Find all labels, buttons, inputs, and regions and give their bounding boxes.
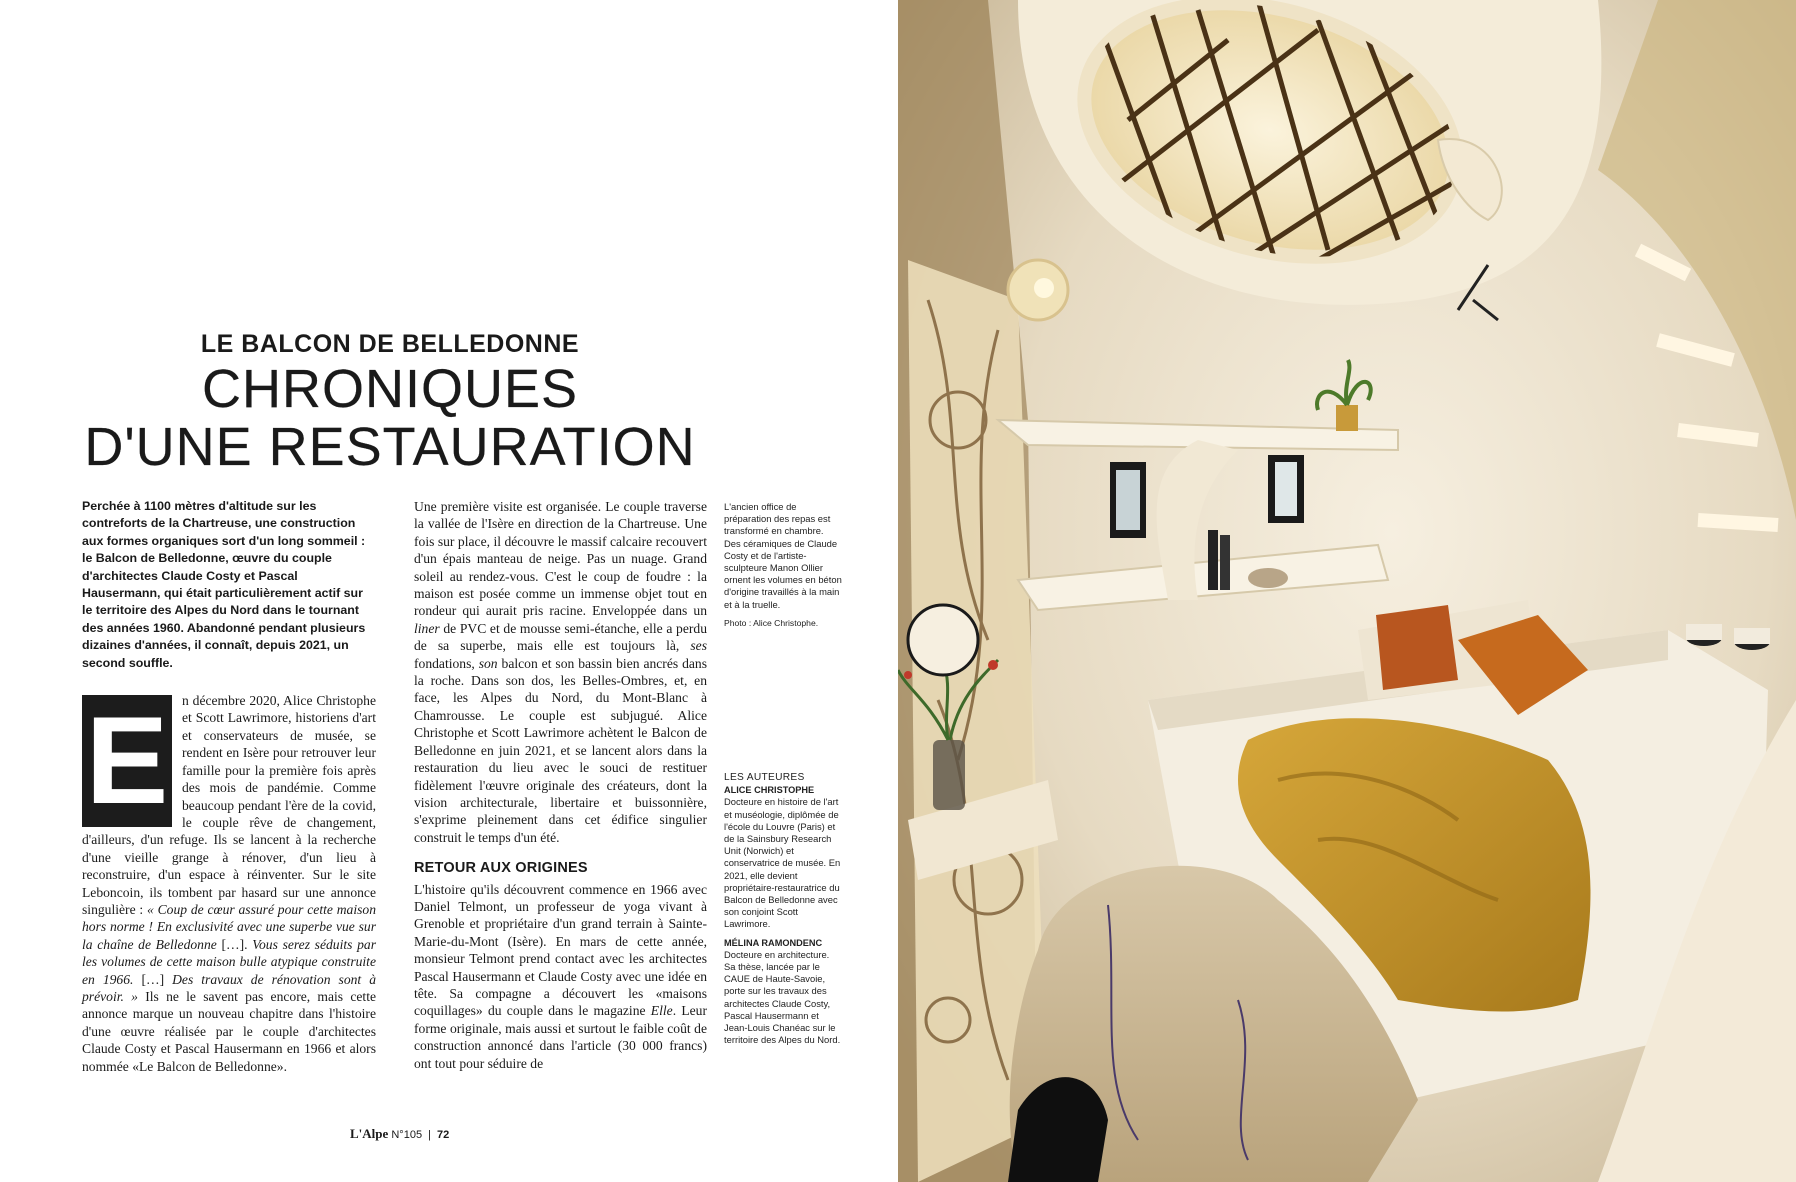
author-1-name: ALICE CHRISTOPHE [724,785,815,796]
author-1-bio: Docteure en histoire de l'art et muséologie, diplômée de l'école du Louvre (Paris) et de la Sainsbury Research Unit (Norwich) et conservatrice de musée. En 2021, elle devient propriétaire-restauratrice du Balcon de Belledonne avec son conjoint Scott Lawrimore. [724,796,841,930]
column-1 [82,498,376,1075]
article-title [60,360,720,476]
title-line-1: CHRONIQUES [201,359,579,419]
books [1208,530,1218,590]
shelf-plant-pot [1336,405,1358,431]
body-paragraph-1: n décembre 2020, Alice Christophe et Scott Lawrimore, historiens d'art et conservateurs de musée, se rendent en Isère pour retrouver leur famille pour la première fois après des mois de pandémie. Comme beaucoup pendant l'ère de la covid, le couple rêve de changement, d'ailleurs, d'un refuge. Ils se lancent à la recherche d'une vieille grange à rénover, d'un lieu à reconstruire, d'un espace à réinventer. Sur le site Leboncoin, ils tombent par hasard sur une annonce singulière : « Coup de cœur assuré pour cette maison hors norme ! En exclusivité avec une superbe vue sur la chaîne de Belledonne […]. Vous serez séduits par les volumes de cette maison bulle atypique construite en 1966. […] Des travaux de rénovation sont à prévoir. » Ils ne le savent pas encore, mais cette annonce marque un nouveau chapitre dans l'histoire d'une œuvre réalisée par le couple d'architectes Claude Costy et Pascal Hausermann en 1966 et alors nommée «Le Balcon de Belledonne». [82,693,377,1074]
sidebar [724,501,842,1053]
bedroom-photo [898,0,1796,1182]
lead-paragraph: Perchée à 1100 mètres d'altitude sur les contreforts de la Chartreuse, une construction aux formes organiques sort d'un long sommeil : le Balcon de Belledonne, œuvre du couple d'architectes Claude Costy et Pascal Hausermann, qui était particulièrement actif sur le territoire des Alpes du Nord dans le tournant des années 1960. Abandonné pendant plusieurs dizaines d'années, il connaît, depuis 2021, un second souffle. [82,499,366,670]
column-2 [414,498,707,1072]
drop-cap: E [82,695,172,827]
author-2-name: MÉLINA RAMONDENC [724,937,823,948]
authors-label: LES AUTEURES [724,772,805,784]
page-number: 72 [437,1129,450,1141]
author-2-bio: Docteure en architecture. Sa thèse, lancée par le CAUE de Haute-Savoie, porte sur les travaux des architectes Claude Costy, Pascal Hausermann et Jean-Louis Chanéac sur le territoire des Alpes du Nord. [724,948,841,1046]
magazine-brand: L'Alpe [350,1126,389,1141]
round-mirror [908,605,978,675]
photo-caption: L'ancien office de préparation des repas est transformé en chambre. Des céramiques de Claude Costy et de l'artiste-sculpteure Manon Ollier ornent les volumes en béton d'origine travaillés à la main et à la truelle. [724,501,842,610]
article-kicker: LE BALCON DE BELLEDONNE [200,330,580,358]
folio-separator: | [428,1129,431,1141]
page-folio [350,1126,449,1142]
body-paragraph-3: L'histoire qu'ils découvrent commence en 1966 avec Daniel Telmont, un professeur de yoga vivant à Grenoble et propriétaire d'un grand terrain à Sainte-Marie-du-Mont (Isère). En mars de cette année, monsieur Telmont prend contact avec les architectes Pascal Hausermann et Claude Costy avec une idée en tête. Sa compagne a découvert les «maisons coquillages» du couple dans le magazine Elle. Leur forme originale, mais aussi et surtout le faible coût de construction annoncé dans l'article (30 000 francs) ont tout pour séduire de [414,881,707,1071]
issue-number: N°105 [391,1129,423,1141]
flower-vase [933,740,965,810]
photo-credit: Photo : Alice Christophe. [724,617,819,628]
title-line-2: D'UNE RESTAURATION [84,417,696,477]
section-subheading: RETOUR AUX ORIGINES [414,860,588,877]
stone-object [1248,568,1288,588]
body-paragraph-2: Une première visite est organisée. Le couple traverse la vallée de l'Isère en direction de la Chartreuse. Une fois sur place, il découvre le massif calcaire recouvert d'un épais manteau de neige. Pas un nuage. Grand soleil au rendez-vous. C'est le coup de foudre : la maison est posée comme un immense objet tout en rondeur qui aurait pris racine. Enveloppée dans un liner de PVC et de mousse semi-étanche, elle a perdu de sa superbe, mais elle est toujours là, ses fondations, son balcon et son bassin bien ancrés dans la roche. Dans son dos, les Belles-Ombres, et, en face, les Alpes du Nord, du Mont-Blanc à Chamrousse. Le couple est subjugué. Alice Christophe et Scott Lawrimore achètent le Balcon de Belledonne en juin 2021, et se lancent alors dans la restauration du lieu avec le souci de restituer fidèlement l'œuvre originale des créateurs, dont la vision architecturale, libertaire et buissonnière, s'exprime pleinement dans cet édifice singulier construit le temps d'un été. [414,499,707,845]
right-page-photo [898,0,1796,1182]
orange-pillow-1 [1376,605,1458,690]
